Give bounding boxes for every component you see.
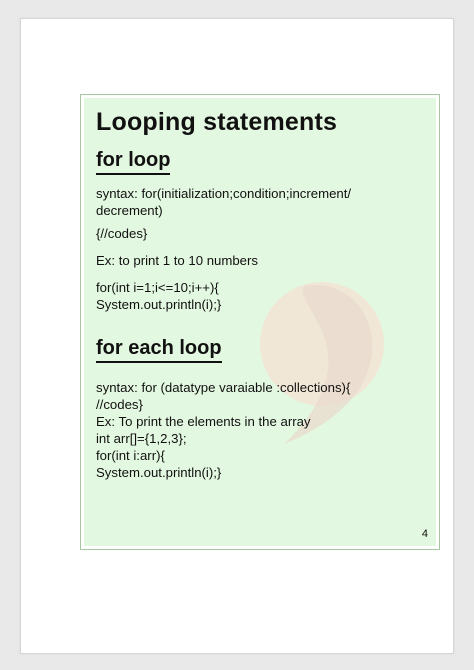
document-page bbox=[20, 18, 454, 654]
section-heading-for-each-loop: for each loop bbox=[96, 337, 222, 363]
codes-line: {//codes} bbox=[96, 226, 148, 241]
example-line: Ex: to print 1 to 10 numbers bbox=[96, 253, 258, 268]
syntax-line: syntax: for (datatype varaiable :collections){ bbox=[96, 380, 351, 395]
syntax-line: syntax: for(initialization;condition;increment/ bbox=[96, 186, 352, 201]
section-heading-for-loop: for loop bbox=[96, 149, 170, 175]
example-line: Ex: To print the elements in the array bbox=[96, 414, 311, 429]
code-line: System.out.println(i);} bbox=[96, 297, 222, 312]
codes-line: //codes} bbox=[96, 397, 143, 412]
code-line: for(int i:arr){ bbox=[96, 448, 165, 463]
note-card bbox=[81, 95, 439, 549]
card-content bbox=[96, 108, 426, 481]
syntax-line-continued: decrement) bbox=[96, 203, 163, 218]
page-title: Looping statements bbox=[96, 108, 338, 136]
code-line: int arr[]={1,2,3}; bbox=[96, 431, 187, 446]
code-line: for(int i=1;i<=10;i++){ bbox=[96, 280, 219, 295]
code-line: System.out.println(i);} bbox=[96, 465, 222, 480]
page-number: 4 bbox=[421, 528, 428, 540]
